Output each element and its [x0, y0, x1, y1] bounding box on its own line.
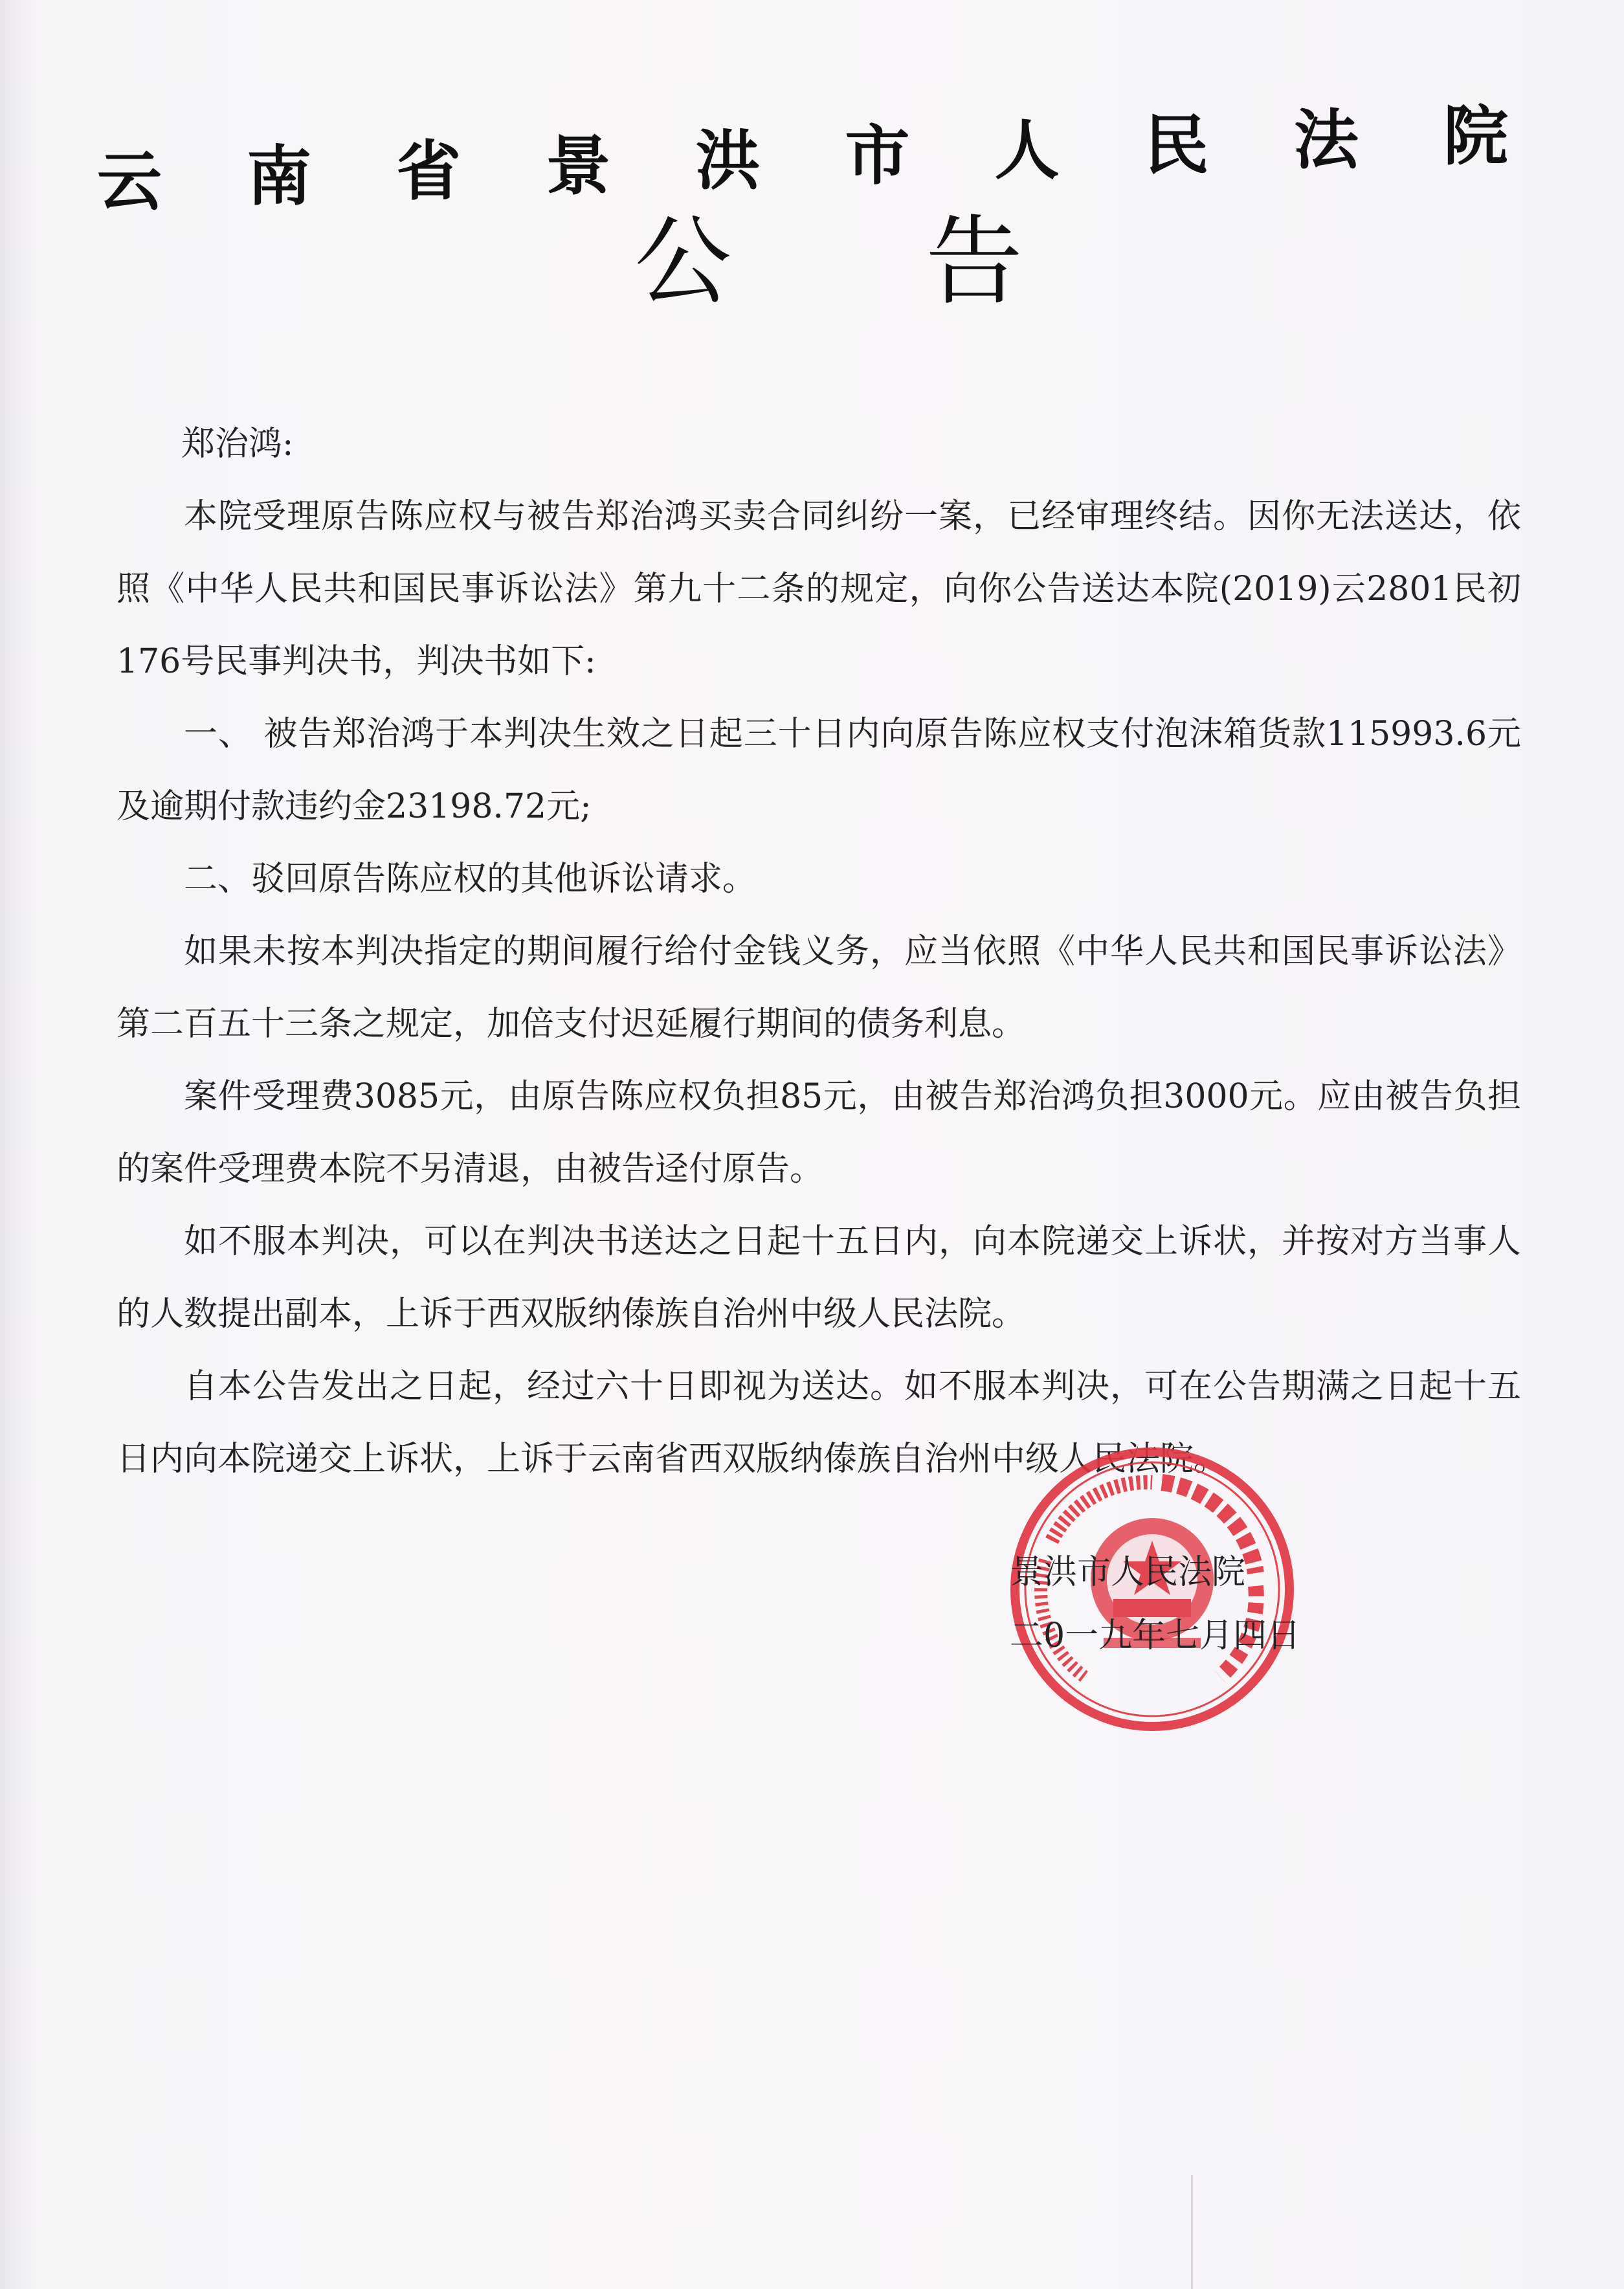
- paragraph-judgment-item-2: 二、驳回原告陈应权的其他诉讼请求。: [184, 860, 757, 899]
- paragraph-appeal-rights: 如不服本判决，可以在判决书送达之日起十五日内，向本院递交上诉状，并按对方当事人的人数提出副本，上诉于西双版纳傣族自治州中级人民法院。: [117, 1222, 1521, 1334]
- paragraph-judgment-item-1: 一、 被告郑治鸿于本判决生效之日起三十日内向原告陈应权支付泡沫箱货款115993.6元及逾期付款违约金23198.72元;: [117, 715, 1521, 826]
- title-char: 公: [634, 206, 732, 318]
- document-title: [634, 206, 1023, 318]
- signature-court: 景洪市人民法院: [1010, 1553, 1246, 1592]
- court-name-char: 南: [247, 138, 312, 214]
- announcement-body: [117, 408, 1521, 1495]
- salutation: 郑治鸿:: [181, 425, 294, 463]
- court-name-char: 云: [97, 143, 162, 219]
- court-name-char: 省: [396, 133, 462, 209]
- court-name-char: 景: [546, 128, 611, 204]
- signature-date: 二0一九年七月四日: [1010, 1616, 1301, 1655]
- court-name-char: 洪: [695, 122, 761, 199]
- court-name-char: 人: [994, 112, 1060, 188]
- court-name-char: 市: [845, 117, 910, 194]
- court-name-char: 院: [1443, 98, 1508, 174]
- paragraph-case-intro: 本院受理原告陈应权与被告郑治鸿买卖合同纠纷一案，已经审理终结。因你无法送达，依照《中华人民共和国民事诉讼法》第九十二条的规定，向你公告送达本院(2019)云2801民初176号民事判决书，判决书如下:: [117, 497, 1521, 681]
- court-name-char: 民: [1144, 107, 1209, 183]
- signature-block: [1010, 1541, 1372, 1668]
- paper-crease: [1191, 2175, 1193, 2289]
- paragraph-service-notice: 自本公告发出之日起，经过六十日即视为送达。如不服本判决，可在公告期满之日起十五日内向本院递交上诉状，上诉于云南省西双版纳傣族自治州中级人民法院。: [117, 1367, 1521, 1479]
- court-name-heading: [97, 98, 1508, 219]
- paragraph-late-payment: 如果未按本判决指定的期间履行给付金钱义务，应当依照《中华人民共和国民事诉讼法》第二百五十三条之规定，加倍支付迟延履行期间的债务利息。: [117, 932, 1521, 1044]
- court-name-char: 法: [1293, 102, 1359, 178]
- paragraph-court-fees: 案件受理费3085元，由原告陈应权负担85元，由被告郑治鸿负担3000元。应由被告负担的案件受理费本院不另清退，由被告迳付原告。: [117, 1077, 1521, 1189]
- title-char: 告: [925, 206, 1023, 318]
